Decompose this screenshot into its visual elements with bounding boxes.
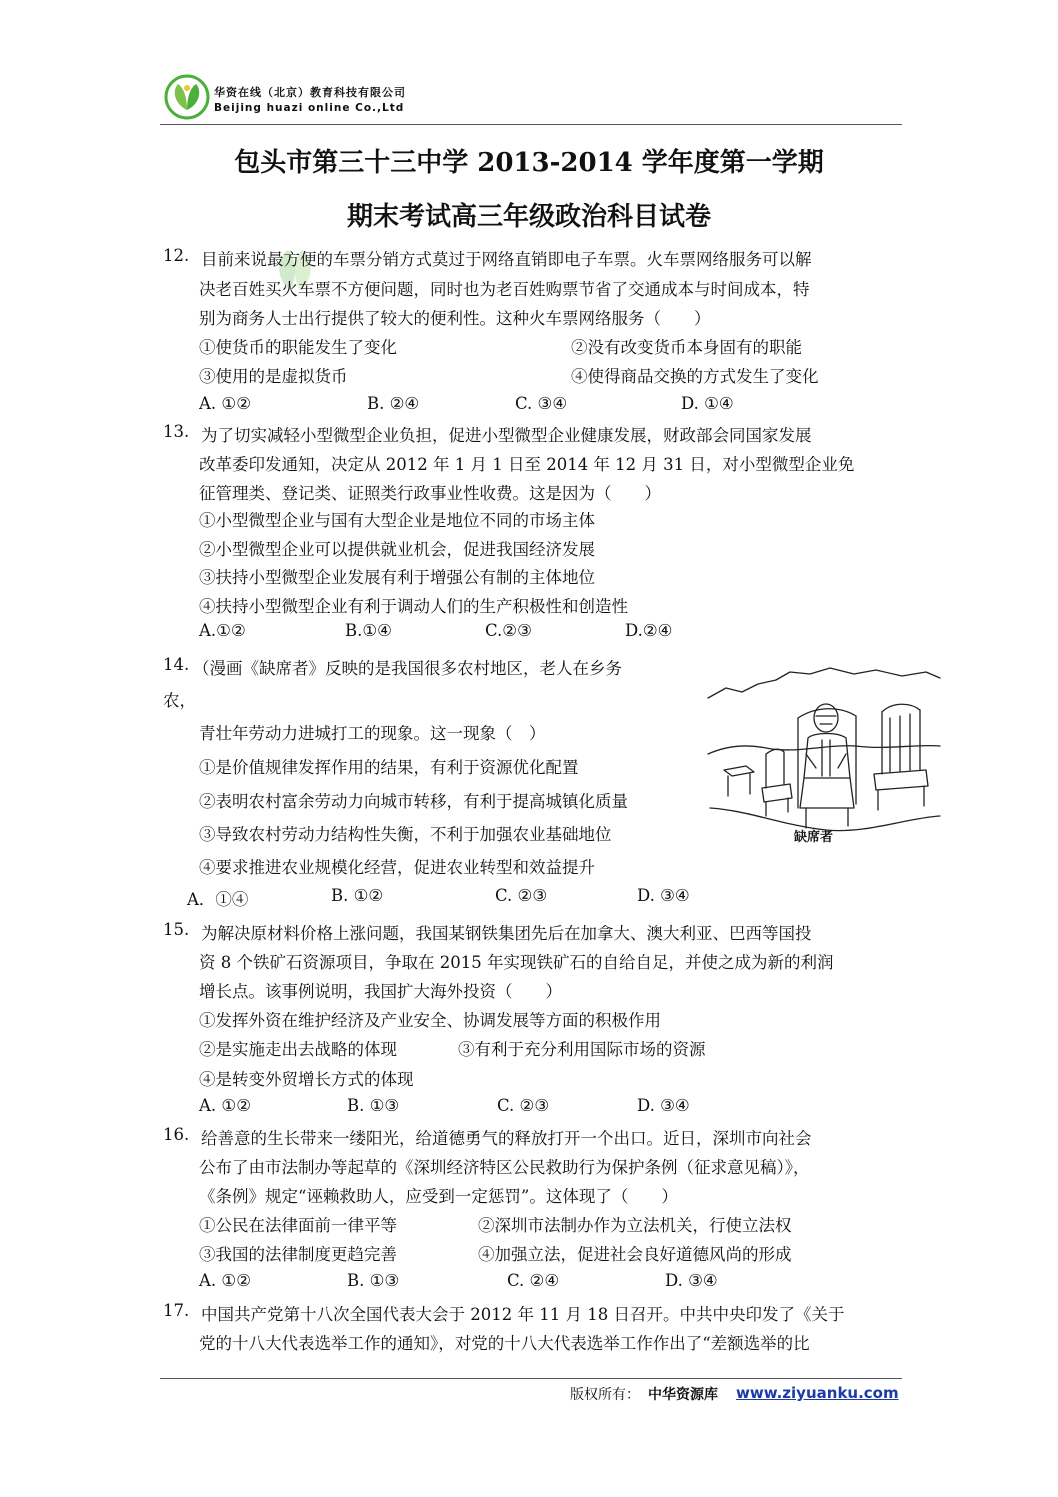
- option-1: ①小型微型企业与国有大型企业是地位不同的市场主体: [199, 511, 595, 530]
- choice-a: A. ①②: [199, 1271, 251, 1290]
- question-stem-line: 党的十八大代表选举工作的通知》，对党的十八大代表选举工作作出了“差额选举的比: [199, 1334, 810, 1353]
- option-3: ③使用的是虚拟货币: [199, 367, 348, 386]
- company-name-cn: 华资在线（北京）教育科技有限公司: [214, 86, 406, 99]
- choice-d: D. ③④: [665, 1271, 718, 1290]
- option-3: ③我国的法律制度更趋完善: [199, 1245, 397, 1264]
- choice-b: B. ①③: [347, 1271, 400, 1290]
- choice-a: A. ①②: [199, 1096, 251, 1115]
- choice-d: D. ③④: [637, 886, 690, 905]
- company-logo-icon: [164, 74, 210, 120]
- choice-d: D. ③④: [637, 1096, 690, 1115]
- option-2: ②是实施走出去战略的体现: [199, 1040, 397, 1059]
- question-stem-line: 目前来说最方便的车票分销方式莫过于网络直销即电子车票。火车票网络服务可以解: [201, 250, 812, 269]
- choice-b: B.①④: [345, 621, 392, 640]
- option-1: ①公民在法律面前一律平等: [199, 1216, 397, 1235]
- choice-a: A.①②: [199, 621, 246, 640]
- question-number: 12.: [163, 246, 190, 265]
- choice-c: C. ②③: [495, 886, 548, 905]
- option-1: ①使货币的职能发生了变化: [199, 338, 397, 357]
- question-stem-line: 公布了由市法制办等起草的《深圳经济特区公民救助行为保护条例（征求意见稿）》，: [199, 1158, 810, 1177]
- question-stem-line: 征管理类、登记类、证照类行政事业性收费。这是因为（ ）: [199, 484, 661, 503]
- footer-url-link[interactable]: www.ziyuanku.com: [736, 1384, 899, 1402]
- choice-a: A. ①②: [199, 394, 251, 413]
- choice-b: B. ②④: [367, 394, 420, 413]
- option-1: ①是价值规律发挥作用的结果，有利于资源优化配置: [199, 758, 579, 777]
- option-4: ④使得商品交换的方式发生了变化: [571, 367, 819, 386]
- option-2: ②表明农村富余劳动力向城市转移，有利于提高城镇化质量: [199, 792, 628, 811]
- choice-b: B. ①②: [331, 886, 384, 905]
- question-stem-line: 中国共产党第十八次全国代表大会于 2012 年 11 月 18 日召开。中共中央印发了《关于: [201, 1305, 845, 1324]
- question-stem-line: 决老百姓买火车票不方便问题，同时也为老百姓购票节省了交通成本与时间成本，特: [199, 280, 810, 299]
- question-stem-line: （漫画《缺席者》反映的是我国很多农村地区，老人在乡务: [193, 659, 622, 678]
- choice-d: D.②④: [625, 621, 673, 640]
- footer-site-name: 中华资源库: [648, 1387, 718, 1403]
- question-stem-line: 别为商务人士出行提供了较大的便利性。这种火车票网络服务（ ）: [199, 309, 711, 328]
- question-number: 14.: [163, 655, 190, 674]
- option-3: ③导致农村劳动力结构性失衡，不利于加强农业基础地位: [199, 825, 612, 844]
- cartoon-absentee-illustration: [706, 658, 942, 850]
- footer-copyright-label: 版权所有：: [570, 1387, 640, 1403]
- question-stem-line: 改革委印发通知，决定从 2012 年 1 月 1 日至 2014 年 12 月 31 日，对小型微型企业免: [199, 455, 855, 474]
- page-header: [160, 70, 902, 126]
- cartoon-caption: 缺席者: [794, 830, 834, 845]
- question-number: 17.: [163, 1301, 190, 1320]
- option-3: ③扶持小型微型企业发展有利于增强公有制的主体地位: [199, 568, 595, 587]
- option-1: ①发挥外资在维护经济及产业安全、协调发展等方面的积极作用: [199, 1011, 661, 1030]
- question-number: 15.: [163, 920, 190, 939]
- question-number: 16.: [163, 1125, 190, 1144]
- choice-a: A．①④: [187, 890, 249, 909]
- choice-b: B. ①③: [347, 1096, 400, 1115]
- question-stem-line: 青壮年劳动力进城打工的现象。这一现象（ ）: [199, 724, 546, 743]
- option-4: ④要求推进农业规模化经营，促进农业转型和效益提升: [199, 858, 595, 877]
- choice-d: D. ①④: [681, 394, 734, 413]
- question-stem-line: 《条例》规定“诬赖救助人，应受到一定惩罚”。这体现了（ ）: [199, 1187, 678, 1206]
- option-4: ④是转变外贸增长方式的体现: [199, 1070, 414, 1089]
- choice-c: C.②③: [485, 621, 532, 640]
- question-stem-line: 给善意的生长带来一缕阳光，给道德勇气的释放打开一个出口。近日，深圳市向社会: [201, 1129, 812, 1148]
- option-2: ②小型微型企业可以提供就业机会，促进我国经济发展: [199, 540, 595, 559]
- question-stem-line: 资 8 个铁矿石资源项目，争取在 2015 年实现铁矿石的自给自足，并使之成为新的利润: [199, 953, 834, 972]
- company-name-en: Beijing huazi online Co.,Ltd: [214, 102, 405, 114]
- option-2: ②深圳市法制办作为立法机关，行使立法权: [478, 1216, 792, 1235]
- choice-c: C. ②③: [497, 1096, 550, 1115]
- option-4: ④加强立法，促进社会良好道德风尚的形成: [478, 1245, 792, 1264]
- exam-title-line2: 期末考试高三年级政治科目试卷: [346, 202, 711, 232]
- choice-c: C. ③④: [515, 394, 568, 413]
- exam-title-line1: 包头市第三十三中学 2013-2014 学年度第一学期: [234, 148, 824, 178]
- header-divider: [160, 124, 902, 125]
- question-stem-line: 农，: [163, 691, 196, 710]
- question-number: 13.: [163, 422, 190, 441]
- option-2: ②没有改变货币本身固有的职能: [571, 338, 802, 357]
- footer-divider: [160, 1378, 902, 1379]
- question-stem-line: 为解决原材料价格上涨问题，我国某钢铁集团先后在加拿大、澳大利亚、巴西等国投: [201, 924, 812, 943]
- choice-c: C. ②④: [507, 1271, 560, 1290]
- question-stem-line: 增长点。该事例说明，我国扩大海外投资（ ）: [199, 982, 562, 1001]
- option-3: ③有利于充分利用国际市场的资源: [458, 1040, 706, 1059]
- question-stem-line: 为了切实减轻小型微型企业负担，促进小型微型企业健康发展，财政部会同国家发展: [201, 426, 812, 445]
- option-4: ④扶持小型微型企业有利于调动人们的生产积极性和创造性: [199, 597, 628, 616]
